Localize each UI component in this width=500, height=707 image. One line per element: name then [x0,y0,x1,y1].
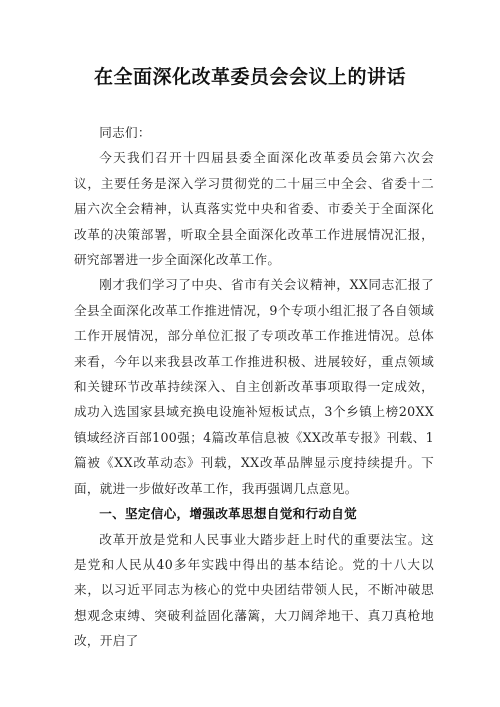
paragraph-summary: 刚才我们学习了中央、省市有关会议精神，XX同志汇报了全县全面深化改革工作推进情况，9个专项小组汇报了各自领域工作开展情况，部分单位汇报了专项改革工作推进情况。总体来看，今年以来我县改革工作推进积极、进展较好，重点领域和关键环节改革持续深入、自主创新改革事项取得一定成效，成功入选国家县域充换电设施补短板试点，3个乡镇上榜20XX镇域经济百部100强；4篇改革信息被《XX改革专报》刊载、1篇被《XX改革动态》刊载，XX改革品牌显示度持续提升。下面，就进一步做好改革工作，我再强调几点意见。 [74,277,434,496]
document-body [74,120,434,654]
salutation: 同志们： [99,125,151,140]
section-heading-1: 一、坚定信心，增强改革思想自觉和行动自觉 [99,506,358,522]
document-title: 在全面深化改革委员会会议上的讲话 [93,66,406,88]
paragraph-section-1: 改革开放是党和人民事业大踏步赶上时代的重要法宝。这是党和人民从40多年实践中得出的基本结论。党的十八大以来，以习近平同志为核心的党中央团结带领人民，不断冲破思想观念束缚、突破利益固化藩篱，大刀阔斧地干、真刀真枪地改，开启了 [74,531,434,649]
paragraph-opening: 今天我们召开十四届县委全面深化改革委员会第六次会议，主要任务是深入学习贯彻党的二十届三中全会、省委十二届六次全会精神，认真落实党中央和省委、市委关于全面深化改革的决策部署，听取全县全面深化改革工作进展情况汇报，研究部署进一步全面深化改革工作。 [74,150,434,268]
